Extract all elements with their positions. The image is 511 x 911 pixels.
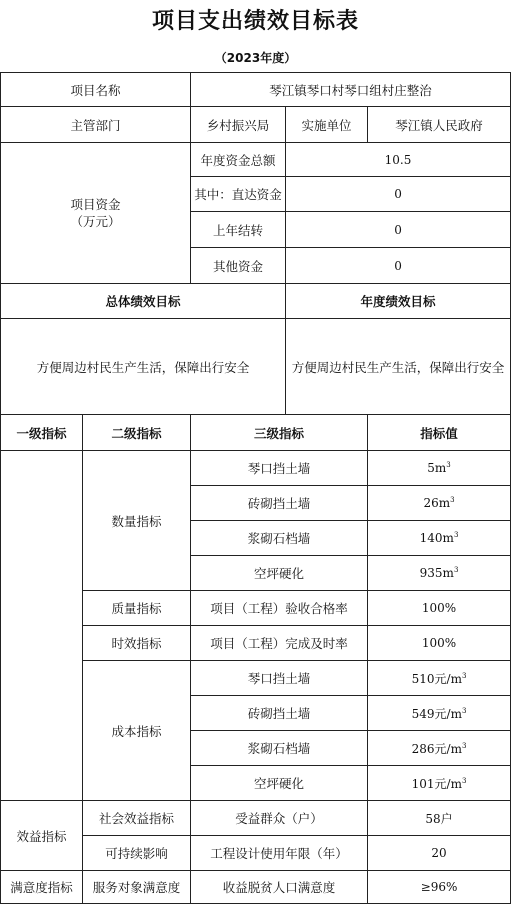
indicator-value <box>368 766 511 801</box>
value-text: 549元/m <box>411 706 462 721</box>
annual-goal-header: 年度绩效目标 <box>286 284 511 319</box>
indicator-value: 100% <box>368 591 511 626</box>
satisfaction-level2: 服务对象满意度 <box>83 871 191 904</box>
indicator-value: ≥96% <box>368 871 511 904</box>
indicator-value <box>368 661 511 696</box>
indicator-value <box>368 451 511 486</box>
timeliness-indicator-label: 时效指标 <box>83 626 191 661</box>
quality-indicator-label: 质量指标 <box>83 591 191 626</box>
fund-row-label: 年度资金总额 <box>191 143 286 177</box>
indicator-name: 空坪硬化 <box>191 766 368 801</box>
project-name-label: 项目名称 <box>1 73 191 107</box>
page-title: 项目支出绩效目标表 <box>151 9 359 34</box>
indicator-name: 琴口挡土墙 <box>191 451 368 486</box>
overall-goal-header: 总体绩效目标 <box>1 284 286 319</box>
indicator-name: 收益脱贫人口满意度 <box>191 871 368 904</box>
indicator-name: 项目（工程）完成及时率 <box>191 626 368 661</box>
indicator-name: 受益群众（户） <box>191 801 368 836</box>
fund-row-label: 其中：直达资金 <box>191 177 286 212</box>
fund-row-value: 0 <box>286 212 511 248</box>
impl-label: 实施单位 <box>286 107 368 143</box>
indicator-name: 工程设计使用年限（年） <box>191 836 368 871</box>
dept-label: 主管部门 <box>1 107 191 143</box>
indicator-value <box>368 521 511 556</box>
indicator-value <box>368 696 511 731</box>
fund-row-value: 0 <box>286 248 511 284</box>
dept-value: 乡村振兴局 <box>191 107 286 143</box>
funds-title: 项目资金 <box>70 197 121 212</box>
performance-table <box>0 72 511 904</box>
annual-goal-text: 方便周边村民生产生活，保障出行安全 <box>286 319 511 415</box>
overall-goal-text: 方便周边村民生产生活，保障出行安全 <box>1 319 286 415</box>
indicator-value <box>368 731 511 766</box>
benefit-level2: 可持续影响 <box>83 836 191 871</box>
indicator-value <box>368 556 511 591</box>
value-sup: 3 <box>446 461 451 469</box>
value-sup: 3 <box>453 531 459 539</box>
fund-row-value: 0 <box>286 177 511 212</box>
indicator-value <box>368 486 511 521</box>
value-sup: 3 <box>461 706 467 715</box>
indicator-name: 砖砌挡土墙 <box>191 696 368 731</box>
fund-row-value: 10.5 <box>286 143 511 177</box>
value-sup: 3 <box>461 741 467 750</box>
value-text: 5m <box>427 461 447 475</box>
cost-indicator-label: 成本指标 <box>83 661 191 801</box>
value-sup: 3 <box>453 566 459 574</box>
header-level3: 三级指标 <box>191 415 368 451</box>
fund-row-label: 上年结转 <box>191 212 286 248</box>
header-level1: 一级指标 <box>1 415 83 451</box>
indicator-name: 浆砌石档墙 <box>191 731 368 766</box>
fund-row-label: 其他资金 <box>191 248 286 284</box>
header-level2: 二级指标 <box>83 415 191 451</box>
indicator-name: 砖砌挡土墙 <box>191 486 368 521</box>
value-sup: 3 <box>461 671 467 680</box>
value-text: 101元/m <box>411 776 462 791</box>
indicator-name: 浆砌石档墙 <box>191 521 368 556</box>
impl-value: 琴江镇人民政府 <box>368 107 511 143</box>
value-text: 26m <box>423 496 451 510</box>
indicator-name: 空坪硬化 <box>191 556 368 591</box>
value-sup: 3 <box>461 776 467 785</box>
project-name-value: 琴江镇琴口村琴口组村庄整治 <box>191 73 511 107</box>
indicator-value: 100% <box>368 626 511 661</box>
indicator-name: 项目（工程）验收合格率 <box>191 591 368 626</box>
satisfaction-indicator-label: 满意度指标 <box>1 871 83 904</box>
funds-label <box>1 143 191 284</box>
indicator-value: 58户 <box>368 801 511 836</box>
value-text: 935m <box>419 566 454 580</box>
quantity-indicator-label: 数量指标 <box>83 451 191 591</box>
value-text: 510元/m <box>411 671 462 686</box>
value-text: 140m <box>419 531 454 545</box>
output-indicator-blank <box>1 451 83 801</box>
indicator-name: 琴口挡土墙 <box>191 661 368 696</box>
header-value: 指标值 <box>368 415 511 451</box>
year-label: （2023年度） <box>214 51 297 65</box>
value-text: 286元/m <box>411 741 462 756</box>
value-sup: 3 <box>450 496 455 504</box>
indicator-value: 20 <box>368 836 511 871</box>
benefit-level2: 社会效益指标 <box>83 801 191 836</box>
funds-unit: （万元） <box>70 214 121 229</box>
benefit-indicator-label: 效益指标 <box>1 801 83 871</box>
